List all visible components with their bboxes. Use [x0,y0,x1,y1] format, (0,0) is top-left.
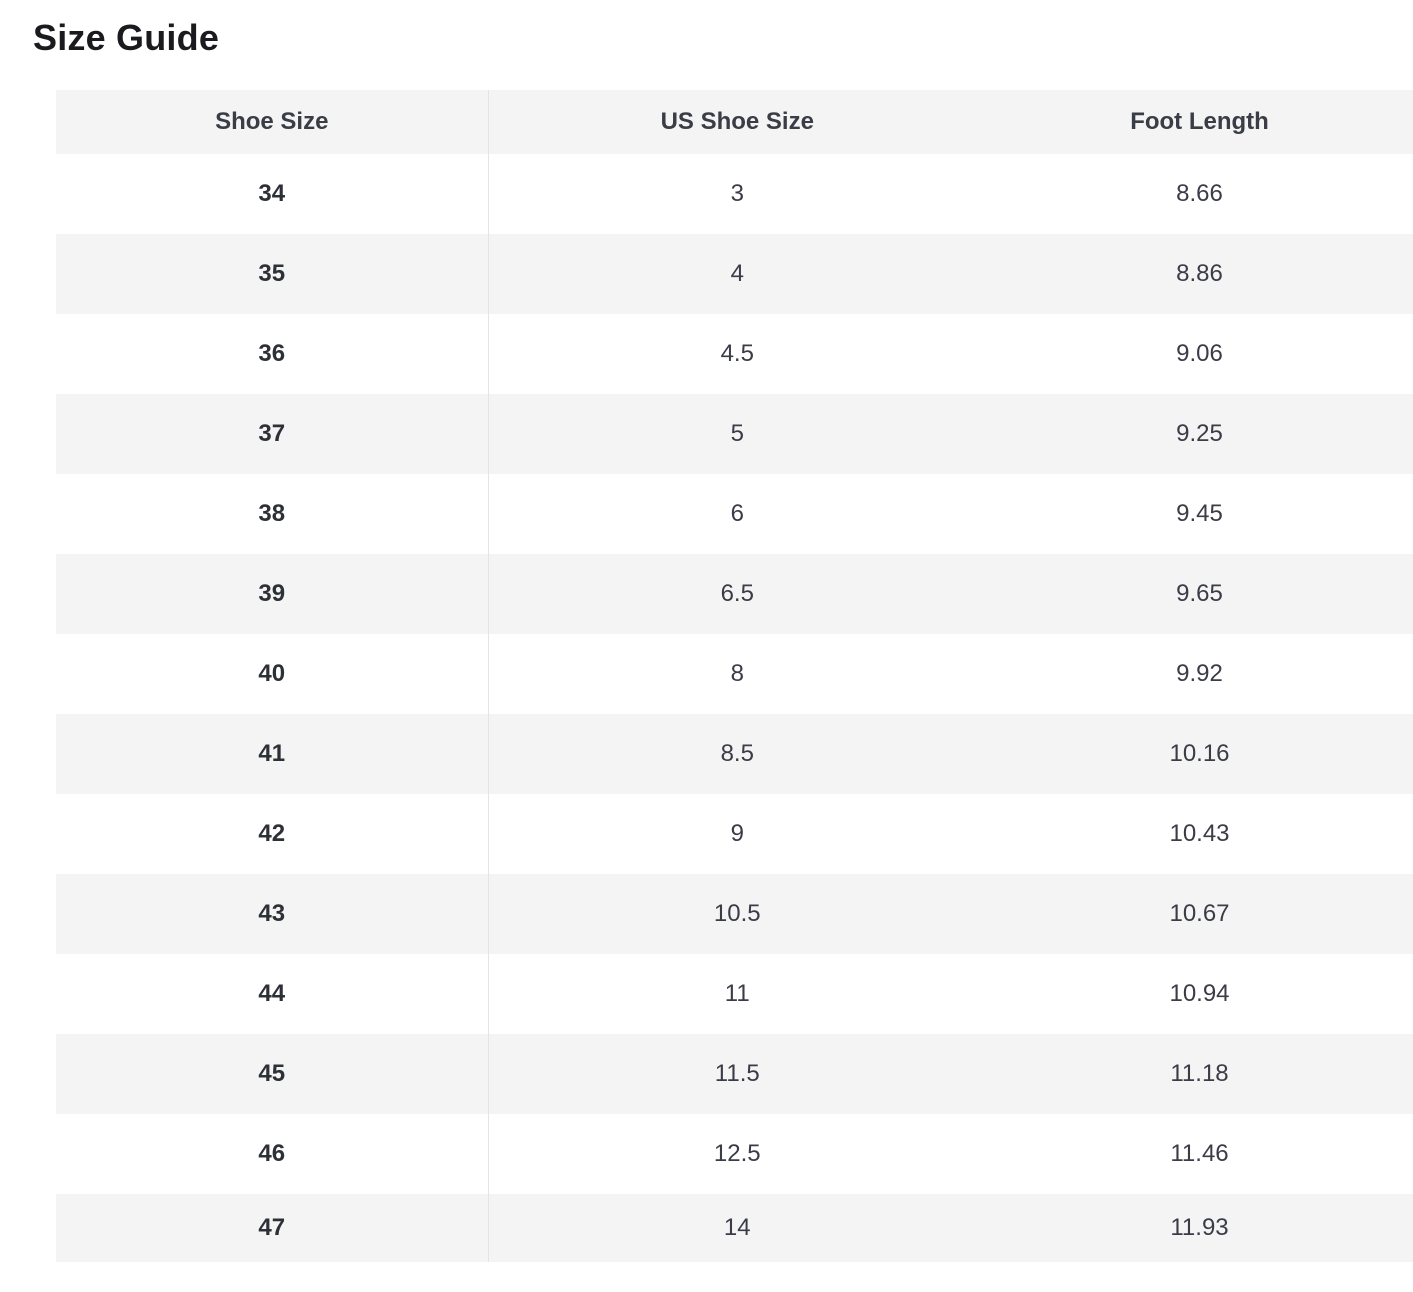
shoe-size-cell: 43 [56,874,488,954]
foot-length-cell: 9.65 [1176,580,1223,607]
foot-length-cell: 10.94 [1169,980,1230,1007]
foot-length-cell: 9.45 [1176,500,1223,527]
us-shoe-size-cell: 6.5 [720,580,754,607]
shoe-size-cell: 45 [56,1034,488,1114]
table-row [56,634,1413,714]
table-row [56,1194,1413,1262]
table-row [56,154,1413,234]
foot-length-cell: 9.92 [1176,660,1223,687]
us-shoe-size-cell: 6 [730,500,744,527]
foot-length-cell: 11.93 [1170,1214,1229,1241]
table-row [56,234,1413,314]
us-shoe-size-cell: 4.5 [720,340,754,367]
page-title: Size Guide [33,17,220,58]
us-shoe-size-cell: 11.5 [714,1060,760,1087]
table-row [56,474,1413,554]
foot-length-cell: 8.66 [1176,180,1223,207]
table-row [56,554,1413,634]
shoe-size-cell: 39 [56,554,488,634]
table-header [56,90,1413,154]
shoe-size-cell: 34 [56,154,488,234]
table-row [56,714,1413,794]
us-shoe-size-cell: 8.5 [720,740,754,767]
shoe-size-cell: 44 [56,954,488,1034]
us-shoe-size-cell: 3 [730,180,744,207]
header-us-shoe-size: US Shoe Size [660,108,814,135]
table-row [56,1034,1413,1114]
header-shoe-size: Shoe Size [56,90,488,154]
us-shoe-size-cell: 11 [724,980,750,1007]
table-row [56,954,1413,1034]
us-shoe-size-cell: 5 [730,420,744,447]
shoe-size-cell: 42 [56,794,488,874]
foot-length-cell: 11.46 [1170,1140,1229,1167]
table-row [56,794,1413,874]
shoe-size-cell: 40 [56,634,488,714]
table-row [56,394,1413,474]
table-row [56,314,1413,394]
table-body [56,154,1413,1262]
shoe-size-cell: 41 [56,714,488,794]
table-row [56,1114,1413,1194]
foot-length-cell: 10.67 [1169,900,1230,927]
foot-length-cell: 8.86 [1176,260,1223,287]
shoe-size-cell: 35 [56,234,488,314]
size-guide-table [56,90,1413,1262]
shoe-size-cell: 36 [56,314,488,394]
foot-length-cell: 9.25 [1176,420,1223,447]
foot-length-cell: 11.18 [1170,1060,1229,1087]
us-shoe-size-cell: 4 [730,260,744,287]
table-header-row [56,90,1413,154]
foot-length-cell: 9.06 [1176,340,1223,367]
us-shoe-size-cell: 9 [730,820,744,847]
shoe-size-cell: 38 [56,474,488,554]
us-shoe-size-cell: 8 [730,660,744,687]
shoe-size-cell: 47 [56,1194,488,1262]
us-shoe-size-cell: 10.5 [713,900,761,927]
us-shoe-size-cell: 14 [723,1214,751,1241]
header-foot-length: Foot Length [1130,108,1269,135]
shoe-size-cell: 46 [56,1114,488,1194]
shoe-size-cell: 37 [56,394,488,474]
foot-length-cell: 10.43 [1169,820,1230,847]
table-row [56,874,1413,954]
foot-length-cell: 10.16 [1169,740,1230,767]
us-shoe-size-cell: 12.5 [713,1140,761,1167]
